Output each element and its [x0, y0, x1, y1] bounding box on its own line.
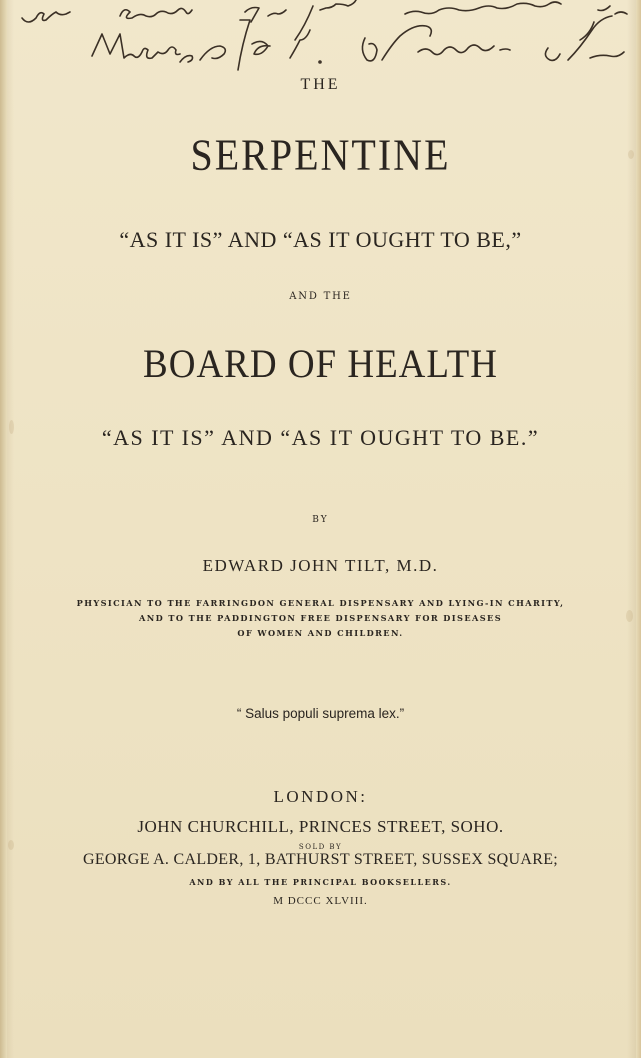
seller-line: GEORGE A. CALDER, 1, BATHURST STREET, SUSSEX SQUARE; [82, 851, 559, 868]
by-line: BY [312, 515, 329, 525]
booksellers-line: AND BY ALL THE PRINCIPAL BOOKSELLERS. [189, 877, 452, 887]
author-credentials-line: AND TO THE PADDINGTON FREE DISPENSARY FOR DISEASES [138, 613, 503, 623]
title-article: THE [300, 76, 341, 93]
handwritten-inscription [20, 0, 630, 75]
subtitle-1: “AS IT IS” AND “AS IT OUGHT TO BE,” [119, 227, 522, 252]
publication-place: LONDON: [273, 787, 368, 806]
sold-by-line: SOLD BY [298, 843, 343, 851]
second-title: BOARD OF HEALTH [143, 342, 498, 387]
author-name: EDWARD JOHN TILT, M.D. [202, 556, 439, 575]
author-credentials-line: PHYSICIAN TO THE FARRINGDON GENERAL DISPENSARY AND LYING-IN CHARITY, [76, 598, 565, 608]
author-credentials-line: OF WOMEN AND CHILDREN. [237, 628, 404, 638]
conjunction-line: AND THE [289, 291, 352, 302]
publication-date: M DCCC XLVIII. [273, 895, 368, 907]
publisher-line: JOHN CHURCHILL, PRINCES STREET, SOHO. [137, 817, 504, 836]
main-title: SERPENTINE [190, 129, 451, 180]
subtitle-2: “AS IT IS” AND “AS IT OUGHT TO BE.” [101, 425, 540, 450]
epigraph-motto: “ Salus populi suprema lex.” [236, 706, 405, 721]
